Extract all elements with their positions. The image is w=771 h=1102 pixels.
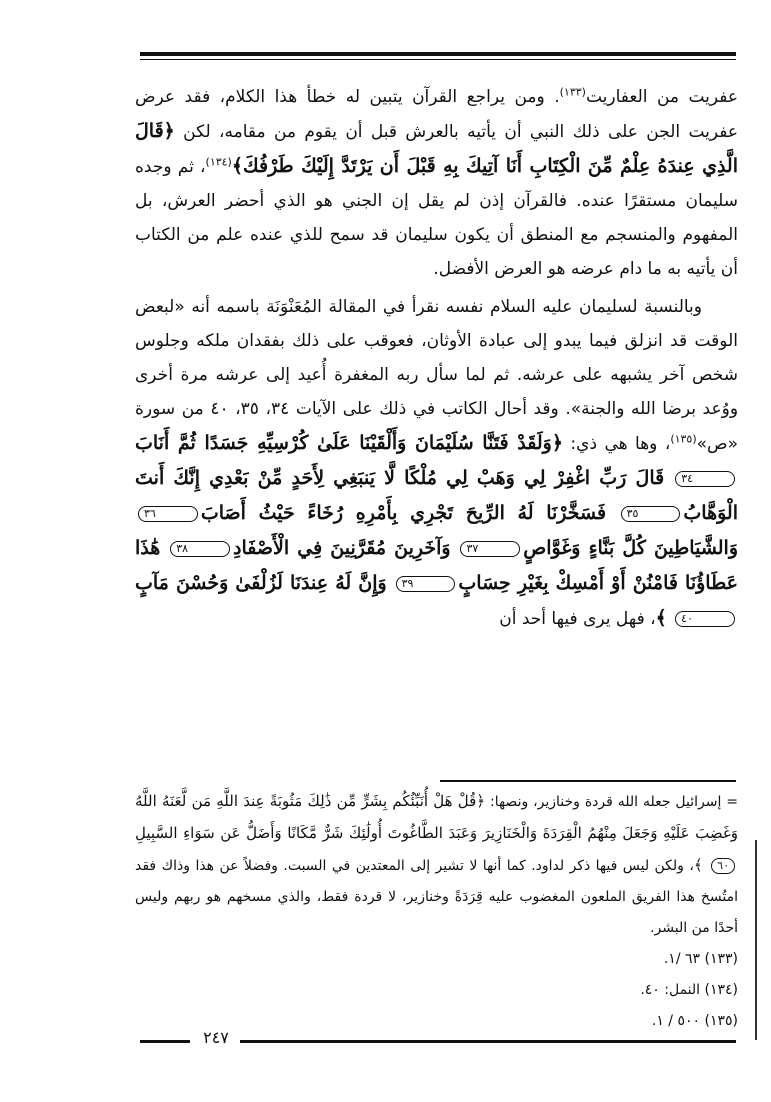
text-run: . ومن يراجع القرآن يتبين له خطأ هذا الكلام، فقد عرض عفريت الجن على ذلك النبي أن يأتيه بالعرش قبل أن يقوم من مقامه، لكن: [135, 87, 738, 142]
quran-verse: هَٰذَا عَطَاؤُنَا فَامْنُنْ أَوْ أَمْسِكْ بِغَيْرِ حِسَابٍ: [135, 537, 739, 594]
footer-rule-right: [240, 1040, 736, 1043]
text-run: ، ثم وجده سليمان مستقرًا عنده. فالقرآن إذن لم يقل إن الجني هو الذي أحضر العرش، بل المفهوم والمنسجم مع المنطق أن يكون سليمان قد سمح للذي عنده علم من الكتاب أن يأتيه به ما دام عرضه هو العرض الأفضل.: [135, 157, 738, 279]
text-run: عفريت من العفاريت: [585, 87, 739, 107]
header-rule-thin: [140, 59, 736, 60]
quran-verse: ﴾: [693, 856, 703, 874]
footnote-ref: (١٣٤): [205, 155, 232, 169]
text-run: = إسرائيل جعله الله قردة وخنازير، ونصها:: [485, 794, 738, 810]
footnote-ref: (١٣٥): [670, 432, 697, 446]
paragraph: [135, 80, 738, 286]
quran-verse: ﴾: [655, 607, 667, 629]
footnote-list: [135, 944, 738, 1037]
footnotes: [135, 786, 738, 1037]
footnote-continuation: [135, 786, 738, 944]
footnote-ref: (١٣٣): [559, 85, 586, 99]
quran-verse: ﴿وَلَقَدْ فَتَنَّا سُلَيْمَانَ وَأَلْقَيْنَا عَلَىٰ كُرْسِيِّهِ جَسَدًا ثُمَّ أَنَابَ: [135, 432, 563, 454]
quran-verse: فَسَخَّرْنَا لَهُ الرِّيحَ تَجْرِي بِأَمْرِهِ رُخَاءً حَيْثُ أَصَابَ: [200, 502, 607, 524]
quran-verse: وَآخَرِينَ مُقَرَّنِينَ فِي الْأَصْفَادِ: [233, 537, 451, 559]
footer-rule-left: [140, 1040, 190, 1043]
text-run: ، فهل يرى فيها أحد أن: [499, 609, 656, 629]
ayah-number: ٣٩: [396, 576, 456, 592]
text-run: وبالنسبة لسليمان عليه السلام نفسه نقرأ في المقالة المُعَنْوَنَة باسمه أنه «لبعض الوقت قد انزلق فيما يبدو إلى عبادة الأوثان، فعوقب على ذلك بفقدان ملكه وجلوس شخص آخر يشبهه على عرشه. ثم لما سأل ربه المغفرة أُعيد إلى عرشه مرة أخرى ووُعد برضا الله والجنة». وقد أحال الكاتب في ذلك على الآيات ٣٤، ٣٥، ٤٠ من سورة «ص»: [135, 297, 739, 454]
main-text: [135, 80, 738, 636]
footnote-item: (١٣٥) ٥٠٠ / ١.: [651, 1013, 738, 1029]
footnote-item: (١٣٤) النمل: ٤٠.: [640, 982, 738, 998]
footnote-separator: [440, 780, 736, 782]
ayah-number: ٣٧: [460, 541, 520, 557]
ayah-number: ٣٦: [138, 506, 198, 522]
quran-verse: وَإِنَّ لَهُ عِندَنَا لَزُلْفَىٰ وَحُسْنَ مَآبٍ: [135, 572, 387, 594]
quran-verse: قَالَ رَبِّ اغْفِرْ لِي وَهَبْ لِي مُلْكًا لَّا يَنبَغِي لِأَحَدٍ مِّنْ بَعْدِي إِنَّكَ أَنتَ الْوَهَّابُ: [135, 467, 738, 524]
ayah-number: ٤٠: [675, 611, 735, 627]
text-run: ، وها هي ذي:: [562, 434, 671, 454]
ayah-number: ٦٠: [711, 858, 735, 874]
header-rule-thick: [140, 52, 736, 56]
text-run: ، ولكن ليس فيها ذكر لداود. كما أنها لا تشير إلى المعتدين في السبت. وفضلاً عن هذا وذاك فقد امتُسخ هذا الفريق الملعون المغضوب عليه قِرَدَةً وخنازير، لا قردة فقط، والذي مسخهم هو ربهم وليس أحدًا من البشر.: [135, 858, 738, 936]
quran-verse: وَالشَّيَاطِينَ كُلَّ بَنَّاءٍ وَغَوَّاصٍ: [523, 537, 739, 559]
ayah-number: ٣٤: [675, 471, 735, 487]
page-number: ٢٤٧: [203, 1028, 229, 1047]
footnote-item: (١٣٣) ٦٣ /١.: [663, 951, 738, 967]
paragraph: [135, 290, 738, 636]
quran-verse: ﴿قُلْ هَلْ أُنَبِّئُكُم بِشَرٍّ مِّن ذَٰلِكَ مَثُوبَةً عِندَ اللَّهِ مَن لَّعَنَهُ اللَّهُ وَغَضِبَ عَلَيْهِ وَجَعَلَ مِنْهُمُ الْقِرَدَةَ وَالْخَنَازِيرَ وَعَبَدَ الطَّاغُوتَ أُولَٰئِكَ شَرٌّ مَّكَانًا وَأَضَلُّ عَن سَوَاءِ السَّبِيلِ: [135, 792, 738, 842]
scan-margin-mark: [755, 840, 757, 1040]
page-footer: [140, 1028, 736, 1048]
ayah-number: ٣٨: [170, 541, 230, 557]
quran-verse: ﴿قَالَ الَّذِي عِندَهُ عِلْمٌ مِّنَ الْكِتَابِ أَنَا آتِيكَ بِهِ قَبْلَ أَن يَرْتَدَّ إِلَيْكَ طَرْفُكَ﴾: [135, 120, 738, 177]
ayah-number: ٣٥: [621, 506, 681, 522]
